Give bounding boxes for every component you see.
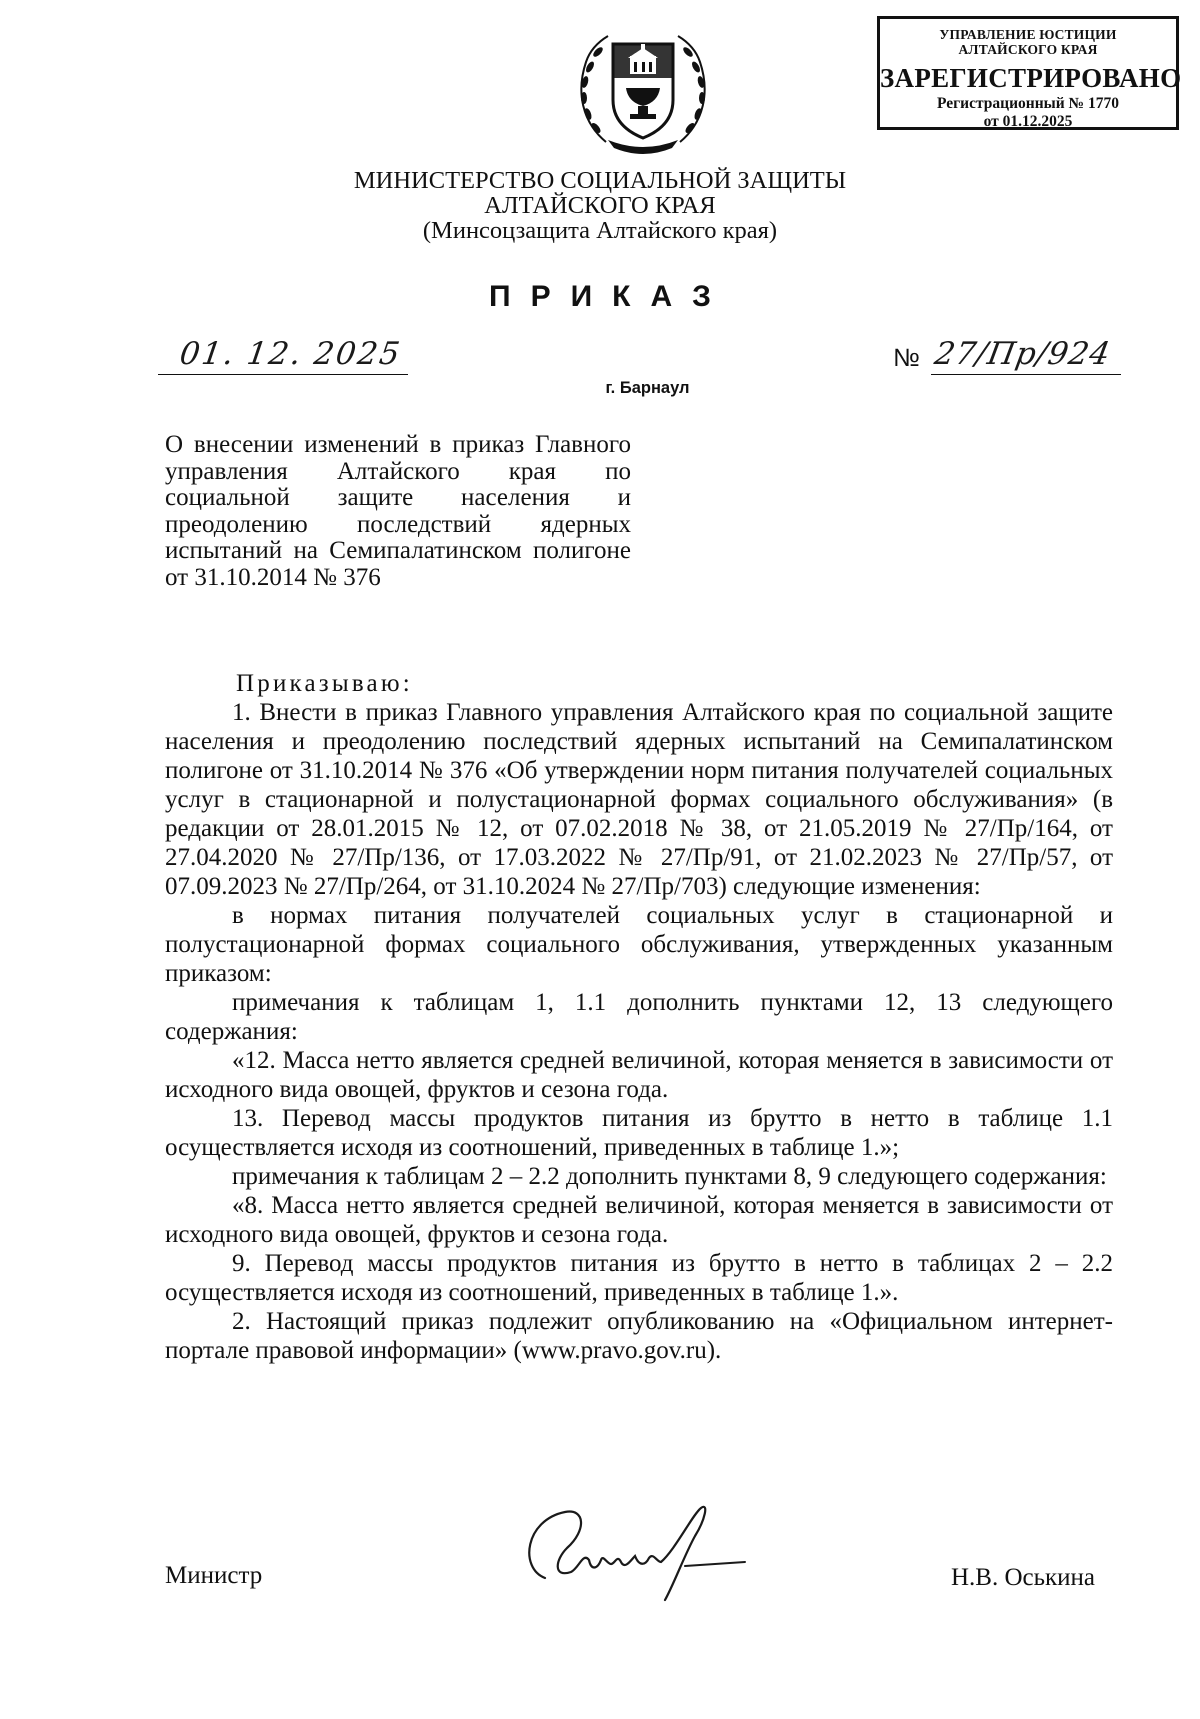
date-underline [158, 374, 408, 375]
order-date-field [158, 336, 408, 378]
body-paragraph: в нормах питания получателей социальных услуг в стационарной и полустационарной формах социального обслуживания, утвержденных указанным приказом: [165, 902, 1113, 987]
order-date-handwritten: 01. 12. 2025 [177, 336, 404, 372]
body-paragraph: 13. Перевод массы продуктов питания из брутто в нетто в таблице 1.1 осуществляется исходя из соотношений, приведенных в таблице 1.»; [165, 1105, 1113, 1161]
city-of-issue: г. Барнаул [605, 379, 690, 397]
body-paragraph: 2. Настоящий приказ подлежит опубликованию на «Официальном интернет-портале правовой информации» (www.pravo.gov.ru). [165, 1308, 1113, 1364]
handwritten-signature [505, 1490, 770, 1610]
stamp-status: ЗАРЕГИСТРИРОВАНО [880, 63, 1182, 93]
order-word: Приказываю: [236, 670, 413, 697]
order-body [165, 669, 1113, 1365]
body-paragraph: примечания к таблицам 2 – 2.2 дополнить пунктами 8, 9 следующего содержания: [232, 1163, 1107, 1190]
body-paragraph: «8. Масса нетто является средней величиной, которая меняется в зависимости от исходного вида овощей, фруктов и сезона года. [165, 1192, 1113, 1248]
registration-stamp [877, 16, 1182, 130]
signatory-position: Министр [165, 1562, 263, 1589]
body-paragraph: примечания к таблицам 1, 1.1 дополнить пунктами 12, 13 следующего содержания: [165, 989, 1113, 1045]
coat-of-arms-emblem [568, 22, 718, 157]
stamp-authority-line1: УПРАВЛЕНИЕ ЮСТИЦИИ [939, 27, 1117, 42]
number-sign: № [893, 344, 920, 372]
body-paragraph: 9. Перевод массы продуктов питания из брутто в нетто в таблицах 2 – 2.2 осуществляется исходя из соотношений, приведенных в таблице 1.». [165, 1250, 1113, 1306]
number-underline [931, 374, 1121, 375]
body-paragraph: 1. Внести в приказ Главного управления Алтайского края по социальной защите населения и преодолению последствий ядерных испытаний на Семипалатинском полигоне от 31.10.2014 № 376 «Об утверждении норм питания получателей социальных услуг в стационарной и полустационарной формах социального обслуживания» (в редакции от 28.01.2015 № 12, от 07.02.2018 № 38, от 21.05.2019 № 27/Пр/164, от 27.04.2020 № 27/Пр/136, от 17.03.2022 № 27/Пр/91, от 21.02.2023 № 27/Пр/57, от 07.09.2023 № 27/Пр/264, от 31.10.2024 № 27/Пр/703) следующие изменения: [165, 699, 1113, 900]
document-type-title: ПРИКАЗ [489, 280, 731, 313]
order-subject: О внесении изменений в приказ Главного управления Алтайского края по социальной защите населения и преодолению последствий ядерных испытаний на Семипалатинском полигоне от 31.10.2014 № 376 [165, 431, 631, 591]
ministry-short-name: (Минсоцзащита Алтайского края) [422, 217, 778, 244]
stamp-authority-line2: АЛТАЙСКОГО КРАЯ [958, 42, 1098, 57]
order-number-field [893, 336, 1133, 378]
ministry-name-line1: МИНИСТЕРСТВО СОЦИАЛЬНОЙ ЗАЩИТЫ [353, 167, 847, 194]
stamp-reg-date: от 01.12.2025 [983, 113, 1073, 130]
stamp-reg-number: Регистрационный № 1770 [937, 95, 1119, 112]
body-paragraph: «12. Масса нетто является средней величиной, которая меняется в зависимости от исходного вида овощей, фруктов и сезона года. [165, 1047, 1113, 1103]
ministry-header [0, 168, 1200, 243]
signatory-name: Н.В. Оськина [951, 1564, 1096, 1591]
ministry-name-line2: АЛТАЙСКОГО КРАЯ [484, 192, 716, 219]
order-number-handwritten: 27/Пр/924 [931, 336, 1114, 372]
